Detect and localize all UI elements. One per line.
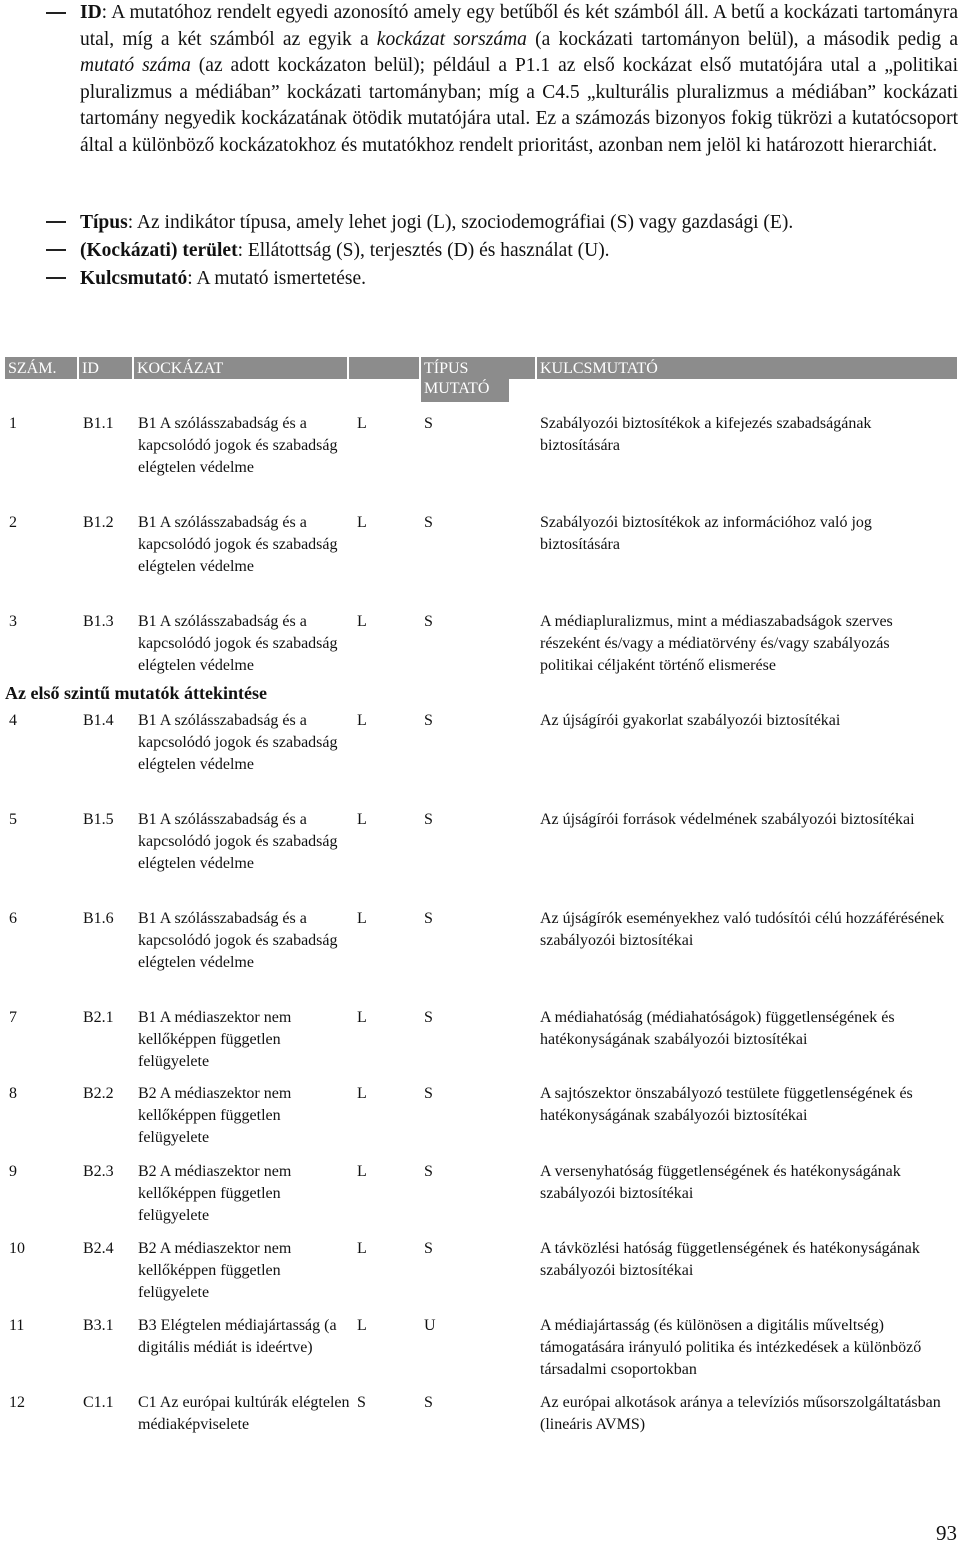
row-risk: B2 A médiaszektor nem kellőképpen független felügyelete: [138, 1240, 292, 1301]
row-id: B1.5: [83, 811, 114, 828]
row-area: S: [424, 712, 433, 729]
row-number: 7: [9, 1009, 17, 1026]
row-risk: C1 Az európai kultúrák elégtelen médiaképviselete: [138, 1394, 350, 1433]
row-area: S: [424, 613, 433, 630]
row-area: S: [424, 1009, 433, 1026]
row-key-indicator: Az európai alkotások aránya a televíziós műsorszolgáltatásban (lineáris AVMS): [540, 1394, 941, 1433]
row-number: 11: [9, 1317, 25, 1334]
row-key-indicator: A médiajártasság (és különösen a digitális műveltség) támogatására irányuló politika és intézkedések a különböző társadalmi csoportokban: [540, 1317, 922, 1378]
row-area: S: [424, 1085, 433, 1102]
row-area: S: [424, 1240, 433, 1257]
row-number: 5: [9, 811, 17, 828]
header-key: KULCSMUTATÓ: [537, 357, 957, 379]
row-number: 10: [9, 1240, 25, 1257]
header-num: SZÁM.: [5, 357, 77, 379]
row-id: B1.6: [83, 910, 114, 927]
row-key-indicator: A sajtószektor önszabályozó testülete függetlenségének és hatékonyságának szabályozói biztosítékai: [540, 1085, 913, 1124]
dash-marker: [46, 277, 66, 279]
row-area: S: [424, 811, 433, 828]
section-title: Az első szintű mutatók áttekintése: [5, 683, 267, 703]
row-type: S: [357, 1394, 366, 1411]
dash-marker: [46, 249, 66, 251]
row-type: L: [357, 1317, 367, 1334]
header-type-blank: [349, 357, 419, 379]
row-key-indicator: Szabályozói biztosítékok a kifejezés szabadságának biztosítására: [540, 415, 872, 454]
row-key-indicator: A médiahatóság (médiahatóságok) függetlenségének és hatékonyságának szabályozói biztosítékai: [540, 1009, 895, 1048]
row-risk: B2 A médiaszektor nem kellőképpen független felügyelete: [138, 1163, 292, 1224]
definition-type-text: Típus: Az indikátor típusa, amely lehet jogi (L), szociodemográfiai (S) vagy gazdasági (E).: [80, 212, 794, 233]
row-number: 3: [9, 613, 17, 630]
page-number: 93: [936, 1521, 957, 1545]
row-type: L: [357, 415, 367, 432]
row-area: S: [424, 1163, 433, 1180]
row-area: U: [424, 1317, 436, 1334]
row-number: 8: [9, 1085, 17, 1102]
header-risk: KOCKÁZAT: [134, 357, 347, 379]
row-risk: B1 A szólásszabadság és a kapcsolódó jogok és szabadság elégtelen védelme: [138, 415, 338, 476]
row-id: B1.1: [83, 415, 114, 432]
row-key-indicator: Az újságírói források védelmének szabályozói biztosítékai: [540, 811, 915, 828]
row-id: B1.3: [83, 613, 114, 630]
row-type: L: [357, 712, 367, 729]
row-type: L: [357, 811, 367, 828]
header-id: ID: [79, 357, 132, 379]
row-type: L: [357, 910, 367, 927]
row-area: S: [424, 1394, 433, 1411]
row-id: B2.1: [83, 1009, 114, 1026]
row-id: C1.1: [83, 1394, 114, 1411]
row-type: L: [357, 1009, 367, 1026]
row-risk: B3 Elégtelen médiajártasság (a digitális médiát is ideértve): [138, 1317, 337, 1356]
row-type: L: [357, 1085, 367, 1102]
row-number: 1: [9, 415, 17, 432]
row-number: 9: [9, 1163, 17, 1180]
definition-id-text: ID: A mutatóhoz rendelt egyedi azonosító amely egy betűből és két számból áll. A betű a kockázati tartományra utal, míg a két számból az egyik a kockázat sorszáma (a kockázati tartományon belül), a második pedig a mutató száma (az adott kockázaton belül); például a P1.1 az első kockázat első mutatójára utal a „politikai pluralizmus a médiában” kockázati tartományban; míg a C4.5 „kulturális pluralizmus a médiában” kockázati tartomány negyedik kockázatának ötödik mutatójára utal. Ez a számozás bizonyos fokig tükrözi a kutatócsoport által a különböző kockázatokhoz és mutatókhoz rendelt prioritást, azonban nem jelöl ki határozott hierarchiát.: [80, 2, 958, 156]
definition-area-text: (Kockázati) terület: Ellátottság (S), terjesztés (D) és használat (U).: [80, 240, 610, 261]
row-risk: B1 A médiaszektor nem kellőképpen független felügyelete: [138, 1009, 292, 1070]
row-id: B2.2: [83, 1085, 114, 1102]
row-key-indicator: Az újságírók eseményekhez való tudósítói célú hozzáférésének szabályozói biztosítékai: [540, 910, 945, 949]
definition-key-indicator-text: Kulcsmutató: A mutató ismertetése.: [80, 268, 366, 289]
row-id: B2.4: [83, 1240, 114, 1257]
row-area: S: [424, 415, 433, 432]
row-risk: B1 A szólásszabadság és a kapcsolódó jogok és szabadság elégtelen védelme: [138, 811, 338, 872]
header-area: MUTATÓ: [421, 379, 509, 402]
row-key-indicator: A versenyhatóság függetlenségének és hatékonyságának szabályozói biztosítékai: [540, 1163, 901, 1202]
row-risk: B1 A szólásszabadság és a kapcsolódó jogok és szabadság elégtelen védelme: [138, 613, 338, 674]
row-type: L: [357, 613, 367, 630]
row-key-indicator: A távközlési hatóság függetlenségének és hatékonyságának szabályozói biztosítékai: [540, 1240, 920, 1279]
row-type: L: [357, 514, 367, 531]
dash-marker: [46, 221, 66, 223]
row-type: L: [357, 1163, 367, 1180]
row-key-indicator: Az újságírói gyakorlat szabályozói biztosítékai: [540, 712, 841, 729]
row-risk: B1 A szólásszabadság és a kapcsolódó jogok és szabadság elégtelen védelme: [138, 712, 338, 773]
row-risk: B1 A szólásszabadság és a kapcsolódó jogok és szabadság elégtelen védelme: [138, 514, 338, 575]
row-risk: B2 A médiaszektor nem kellőképpen független felügyelete: [138, 1085, 292, 1146]
row-type: L: [357, 1240, 367, 1257]
row-id: B1.4: [83, 712, 114, 729]
row-key-indicator: A médiapluralizmus, mint a médiaszabadságok szerves részeként és/vagy a médiatörvény és/vagy szabályozás politikai céljaként történő elismerése: [540, 613, 893, 674]
row-id: B3.1: [83, 1317, 114, 1334]
header-type: TÍPUS: [421, 357, 535, 379]
dash-marker: [46, 12, 66, 14]
row-area: S: [424, 910, 433, 927]
row-risk: B1 A szólásszabadság és a kapcsolódó jogok és szabadság elégtelen védelme: [138, 910, 338, 971]
row-number: 6: [9, 910, 17, 927]
row-number: 4: [9, 712, 17, 729]
row-key-indicator: Szabályozói biztosítékok az információhoz való jog biztosítására: [540, 514, 872, 553]
row-id: B2.3: [83, 1163, 114, 1180]
row-area: S: [424, 514, 433, 531]
row-number: 12: [9, 1394, 25, 1411]
row-number: 2: [9, 514, 17, 531]
row-id: B1.2: [83, 514, 114, 531]
